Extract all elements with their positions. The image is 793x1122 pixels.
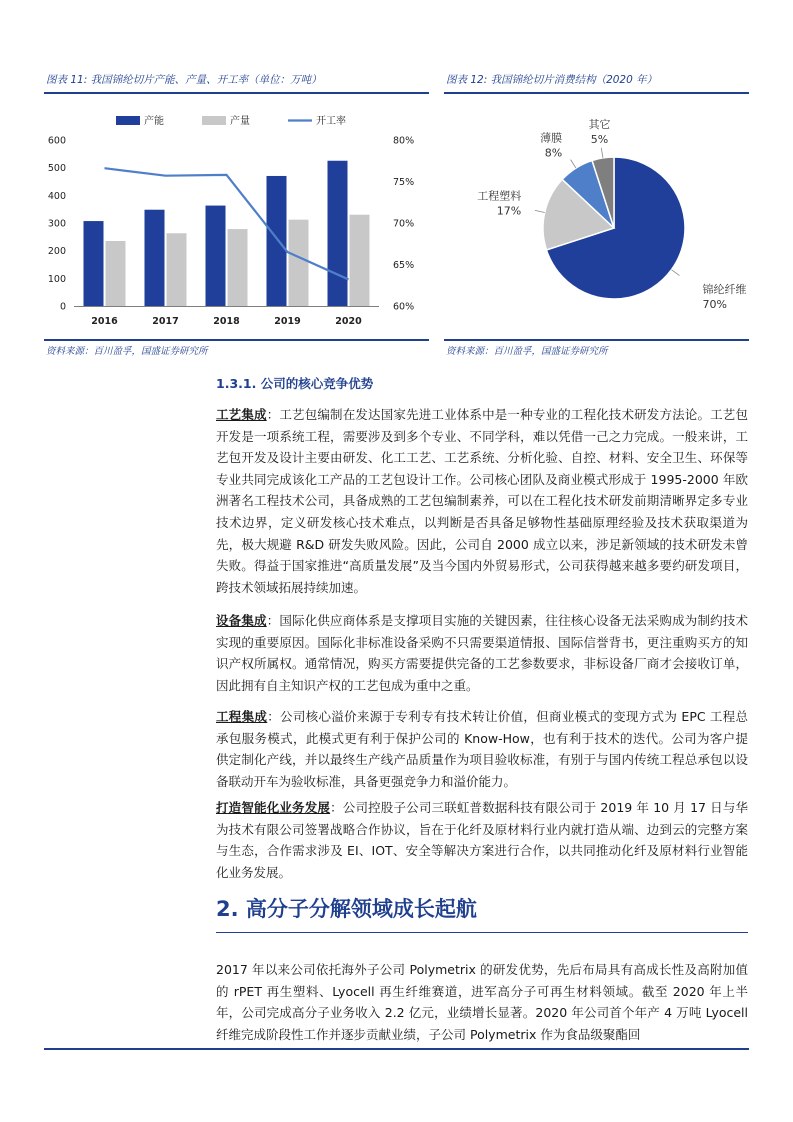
paragraph-text: ：工艺包编制在发达国家先进工业体系中是一种专业的工程化技术研发方法论。工艺包开发是一项系统工程，需要涉及到多个专业、不同学科，难以凭借一己之力完成。一般来讲，工艺包开发及设计主要由研发、化工工艺、工艺系统、分析化验、自控、材料、安全卫生、环保等专业共同完成该化工产品的工艺包设计工作。公司核心团队及商业模式形成于 1995-2000 年欧洲著名工程技术公司，具备成熟的工艺包编制素养，可以在工程化技术研发前期清晰界定多专业技术边界，定义研发核心技术难点，以判断是否具备足够物性基础原理经验及技术获取渠道为先，极大规避 R&D 研发失败风险。因此，公司自 2000 成立以来，涉足新领域的技术研发未曾失败。得益于国家推进“高质量发展”及当今国内外贸易形式，公司获得越来越多要约研发项目，跨技术领域拓展持续加速。 — [216, 407, 748, 595]
bar-产量-2020 — [350, 215, 370, 306]
pie-chart — [444, 100, 749, 335]
paragraph-label: 工程集成 — [216, 709, 268, 724]
page-footer-rule — [44, 1048, 749, 1050]
y-tick-label: 0 — [59, 301, 66, 313]
section-2-rule — [216, 932, 748, 933]
y-tick-label: 500 — [47, 163, 66, 175]
y2-tick-label: 70% — [393, 218, 415, 230]
bar-产量-2017 — [167, 233, 187, 306]
pie-leader-line — [571, 160, 576, 168]
figure-11-top-rule — [44, 92, 429, 94]
bar-产量-2019 — [289, 220, 309, 306]
figure-11-title: 图表 11: 我国锦纶切片产能、产量、开工率（单位：万吨） — [46, 74, 322, 86]
pie-label-name: 工程塑料 — [477, 189, 522, 203]
pie-leader-line — [671, 270, 679, 276]
bar-产能-2019 — [267, 176, 287, 306]
paragraph-label: 设备集成 — [216, 613, 267, 628]
figure-12-top-rule — [444, 92, 749, 94]
pie-label-name: 薄膜 — [540, 131, 563, 145]
legend-label: 产能 — [144, 116, 164, 127]
x-tick-label: 2018 — [213, 316, 240, 327]
section-heading-1-3-1: 1.3.1. 公司的核心竞争优势 — [216, 376, 374, 391]
pie-label-pct: 5% — [590, 133, 609, 147]
paragraph-text: ：公司控股子公司三联虹普数据科技有限公司于 2019 年 10 月 17 日与华为技术有限公司签署战略合作协议，旨在于化纤及原材料行业内就打造从端、边到云的完整方案与生态，合作需求涉及 EI、IOT、安全等解决方案进行合作，以共同推动化纤及原材料行业智能化业务发展。 — [216, 800, 748, 880]
paragraph-label: 工艺集成 — [216, 407, 267, 422]
line-series-开工率 — [105, 168, 349, 279]
paragraph-smart-business — [216, 797, 748, 883]
y2-tick-label: 65% — [393, 260, 415, 271]
paragraph-engineering-integration — [216, 706, 748, 792]
y2-tick-label: 80% — [393, 135, 415, 147]
bar-产量-2018 — [228, 229, 248, 306]
paragraph-process-integration — [216, 404, 748, 598]
figure-11-bottom-rule — [44, 339, 429, 341]
bar-产能-2016 — [84, 221, 104, 306]
pie-label-pct: 8% — [544, 146, 563, 160]
bar-产能-2017 — [145, 210, 165, 306]
legend-label: 产量 — [230, 116, 250, 127]
paragraph-polymer-business: 2017 年以来公司依托海外子公司 Polymetrix 的研发优势，先后布局具有高成长性及高附加值的 rPET 再生塑料、Lyocell 再生纤维赛道，进军高分子可再生材料领域。截至 2020 年上半年，公司完成高分子业务收入 2.2 亿元，业绩增长显著。2020 年公司首个年产 4 万吨 Lyocell 纤维完成阶段性工作并逐步贡献业绩，子公司 Polymetrix 作为食品级聚酯回 — [216, 962, 748, 1042]
pie-leader-line — [535, 210, 545, 212]
y-tick-label: 400 — [47, 190, 66, 202]
bar-产能-2018 — [206, 206, 226, 306]
y2-tick-label: 60% — [393, 301, 415, 313]
y2-tick-label: 75% — [393, 177, 415, 188]
y-tick-label: 100 — [47, 273, 66, 285]
x-tick-label: 2016 — [91, 316, 118, 327]
pie-label-name: 其它 — [588, 118, 611, 132]
pie-label-pct: 17% — [496, 204, 522, 218]
paragraph-equipment-integration — [216, 610, 748, 696]
chart-legend — [116, 114, 346, 127]
pie-leader-line — [601, 148, 603, 158]
y-tick-label: 300 — [47, 218, 66, 230]
legend-label: 开工率 — [316, 116, 346, 127]
figure-11-source: 资料来源：百川盈孚，国盛证券研究所 — [46, 346, 208, 357]
paragraph-text: ：国际化供应商体系是支撑项目实施的关键因素，往往核心设备无法采购成为制约技术实现的重要原因。国际化非标准设备采购不只需要渠道情报、国际信誉背书，更注重购买方的知识产权所属权。通常情况，购买方需要提供完备的工艺参数要求，非标设备厂商才会接收订单，因此拥有自主知识产权的工艺包成为重中之重。 — [216, 613, 748, 693]
x-tick-label: 2019 — [274, 316, 301, 327]
bar-line-chart — [44, 100, 424, 335]
pie-label-name: 锦纶纤维 — [702, 283, 747, 297]
figure-12-title: 图表 12: 我国锦纶切片消费结构（2020 年） — [446, 74, 658, 86]
legend-swatch — [116, 116, 140, 125]
section-heading-2: 2. 高分子分解领域成长起航 — [216, 897, 477, 921]
y-tick-label: 200 — [47, 246, 66, 258]
figure-12-bottom-rule — [444, 339, 749, 341]
paragraph-text: ：公司核心溢价来源于专利专有技术转让价值，但商业模式的变现方式为 EPC 工程总承包服务模式，此模式更有利于保护公司的 Know-How，也有利于技术的迭代。公司为客户提供定制化产线，并以最终生产线产品质量作为项目验收标准，有别于与国内传统工程总承包以设备联动开车为验收标准，具备更强竞争力和溢价能力。 — [216, 709, 748, 789]
legend-swatch — [202, 116, 226, 125]
bar-产能-2020 — [328, 161, 348, 306]
bar-产量-2016 — [106, 241, 126, 306]
figure-12-source: 资料来源：百川盈孚，国盛证券研究所 — [446, 346, 608, 357]
x-tick-label: 2020 — [335, 316, 362, 327]
y-tick-label: 600 — [47, 135, 66, 147]
paragraph-label: 打造智能化业务发展 — [216, 800, 331, 815]
pie-label-pct: 70% — [702, 298, 727, 312]
x-tick-label: 2017 — [152, 316, 179, 327]
